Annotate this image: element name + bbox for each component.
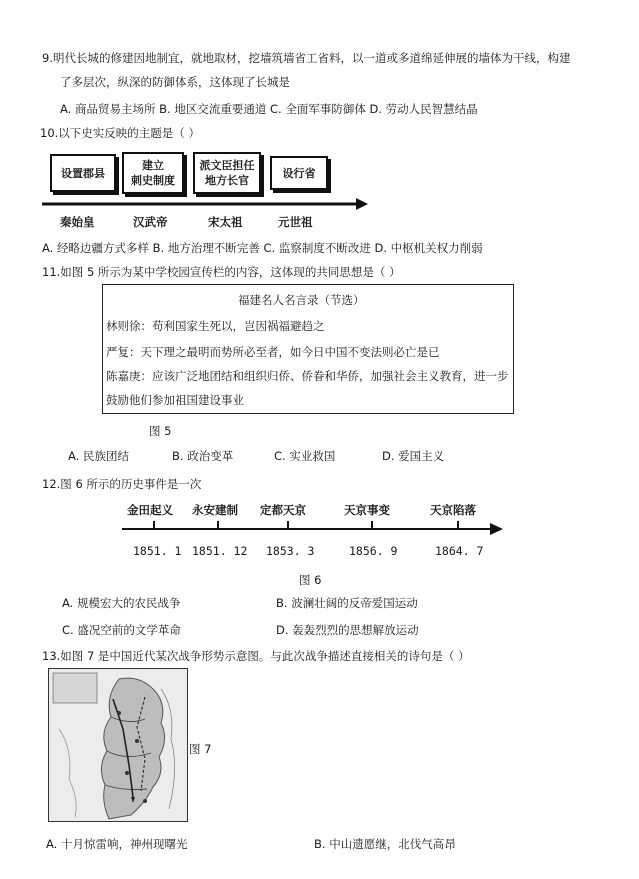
q12-date-2: 1851. 12 [192,544,248,558]
q10-box-4-text: 设行省 [282,166,316,180]
q12-stem: 12.图 6 所示的历史事件是一次 [42,477,202,491]
q12-event-4: 天京事变 [344,503,390,517]
q13-option-a: A. 十月惊雷响，神州现曙光 [46,837,188,851]
q13-caption: 图 7 [189,742,212,756]
q12-event-1: 金田起义 [127,503,173,517]
q10-box-2-text: 建立 刺史制度 [131,159,175,187]
q10-box-3 [193,152,261,194]
q12-caption: 图 6 [299,573,322,587]
q12-event-3: 定都天京 [260,503,306,517]
q10-ruler-3: 宋太祖 [208,215,243,229]
q11-option-c: C. 实业救国 [274,449,336,463]
q12-option-a: A. 规模宏大的农民战争 [62,596,181,610]
q10-ruler-4: 元世祖 [278,215,313,229]
q11-caption: 图 5 [149,424,172,438]
q12-date-1: 1851. 1 [133,544,182,558]
q13-option-b: B. 中山遗愿继，北伐气高昂 [314,837,456,851]
q10-options: A. 经略边疆方式多样 B. 地方治理不断完善 C. 监察制度不断改进 D. 中枢机关权力削弱 [42,241,483,255]
q11-stem: 11.如图 5 所示为某中学校园宣传栏的内容，这体现的共同思想是（ ） [42,265,401,279]
q11-box-title: 福建名人名言录（节选） [238,293,365,307]
q13-stem: 13.如图 7 是中国近代某次战争形势示意图。与此次战争描述直接相关的诗句是（ ） [42,649,470,663]
q10-stem: 10.以下史实反映的主题是（ ） [40,126,200,140]
q9-options: A. 商品贸易主场所 B. 地区交流重要通道 C. 全面军事防御体 D. 劳动人民智慧结晶 [60,102,478,116]
q11-quote-3a: 陈嘉庚：应该广泛地团结和组织归侨、侨眷和华侨，加强社会主义教育，进一步 [106,369,509,383]
q10-box-2 [122,152,184,194]
war-situation-map [48,668,188,822]
q11-quote-1: 林则徐：苟利国家生死以，岂因祸福避趋之 [106,319,325,333]
q11-option-b: B. 政治变革 [172,449,234,463]
q10-box-4 [270,156,328,190]
q11-option-a: A. 民族团结 [68,449,129,463]
q12-date-5: 1864. 7 [435,544,484,558]
q10-box-1 [50,154,116,192]
q10-box-1-text: 设置郡县 [61,166,105,180]
q9-stem-line2: 了多层次，纵深的防御体系，这体现了长城是 [60,75,290,89]
q12-option-c: C. 盛况空前的文学革命 [62,623,181,637]
q12-timeline [120,518,505,540]
q12-event-5: 天京陷落 [430,503,476,517]
q11-quote-3b: 鼓励他们参加祖国建设事业 [106,393,244,407]
q11-quote-2: 严复：天下理之最明而势所必至者，如今日中国不变法则必亡是已 [106,345,440,359]
war-situation-map-drawing [49,669,187,821]
q12-option-b: B. 波澜壮阔的反帝爱国运动 [276,596,418,610]
q11-option-d: D. 爱国主义 [382,449,445,463]
q9-stem-line1: 9.明代长城的修建因地制宜，就地取材，挖墙筑墙省工省料，以一道或多道绵延伸展的墙体为干线，构建 [42,51,571,65]
q12-option-d: D. 轰轰烈烈的思想解放运动 [276,623,419,637]
q10-ruler-2: 汉武帝 [133,215,168,229]
q12-date-4: 1856. 9 [349,544,398,558]
q10-ruler-1: 秦始皇 [60,215,95,229]
q12-date-3: 1853. 3 [266,544,315,558]
q10-box-3-text: 派文臣担任 地方长官 [199,159,255,187]
q12-event-2: 永安建制 [192,503,238,517]
q10-timeline [40,197,370,211]
